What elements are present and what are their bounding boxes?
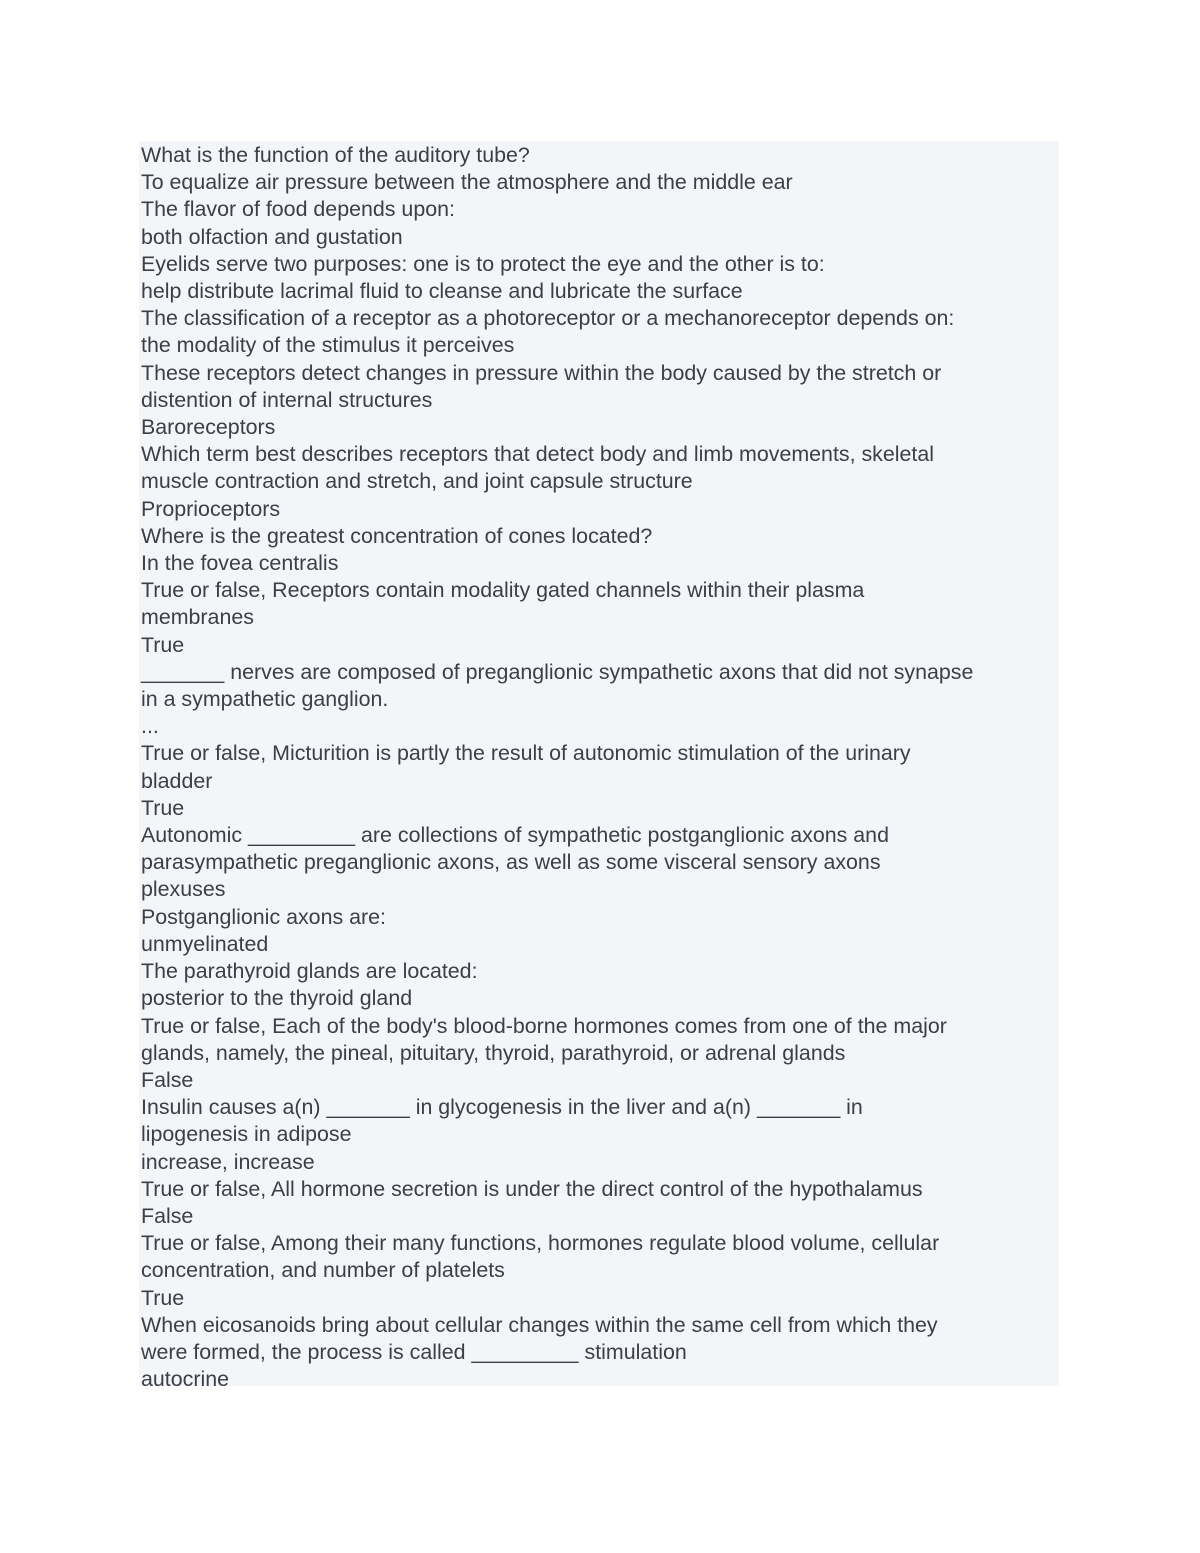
- text-line: True or false, Micturition is partly the result of autonomic stimulation of the urinary: [141, 741, 911, 766]
- text-line: True or false, Among their many functions, hormones regulate blood volume, cellular: [141, 1231, 940, 1256]
- text-line: When eicosanoids bring about cellular changes within the same cell from which they: [141, 1312, 938, 1337]
- text-line: posterior to the thyroid gland: [141, 986, 413, 1011]
- text-line: _______ nerves are composed of preganglionic sympathetic axons that did not synapse: [141, 659, 974, 684]
- text-line: What is the function of the auditory tube?: [141, 143, 530, 167]
- text-line: concentration, and number of platelets: [141, 1258, 505, 1283]
- text-line: To equalize air pressure between the atmosphere and the middle ear: [141, 170, 793, 195]
- text-line: False: [141, 1067, 194, 1092]
- text-line: True or false, Receptors contain modality gated channels within their plasma: [141, 578, 865, 603]
- text-line: Where is the greatest concentration of cones located?: [141, 523, 653, 548]
- text-line: True or false, Each of the body's blood-borne hormones comes from one of the major: [141, 1013, 947, 1038]
- text-line: lipogenesis in adipose: [141, 1122, 352, 1147]
- text-line: The parathyroid glands are located:: [141, 959, 478, 984]
- text-line: distention of internal structures: [141, 387, 433, 412]
- text-line: True: [141, 1285, 185, 1310]
- document-text-block: [139, 141, 1059, 1392]
- text-line: plexuses: [141, 877, 226, 902]
- text-line: Autonomic _________ are collections of sympathetic postganglionic axons and: [141, 823, 889, 848]
- text-line: The flavor of food depends upon:: [141, 197, 455, 222]
- text-line: The classification of a receptor as a photoreceptor or a mechanoreceptor depends on:: [141, 306, 955, 331]
- text-line: These receptors detect changes in pressure within the body caused by the stretch or: [141, 360, 942, 385]
- text-line: True: [141, 795, 185, 820]
- text-line: were formed, the process is called _________ stimulation: [141, 1339, 687, 1364]
- text-line: in a sympathetic ganglion.: [141, 687, 389, 712]
- text-line: Eyelids serve two purposes: one is to protect the eye and the other is to:: [141, 251, 825, 276]
- text-line: help distribute lacrimal fluid to cleanse and lubricate the surface: [141, 279, 743, 304]
- text-line: autocrine: [141, 1367, 229, 1392]
- text-line: bladder: [141, 768, 213, 793]
- text-line: parasympathetic preganglionic axons, as well as some visceral sensory axons: [141, 850, 881, 875]
- text-line: both olfaction and gustation: [141, 224, 403, 249]
- text-line: Which term best describes receptors that detect body and limb movements, skeletal: [141, 442, 934, 467]
- text-line: membranes: [141, 605, 254, 630]
- text-line: ...: [141, 714, 159, 739]
- text-line: Insulin causes a(n) _______ in glycogenesis in the liver and a(n) _______ in: [141, 1095, 863, 1120]
- text-line: the modality of the stimulus it perceives: [141, 333, 515, 358]
- text-line: False: [141, 1203, 194, 1228]
- text-line: Proprioceptors: [141, 496, 281, 521]
- text-line: muscle contraction and stretch, and joint capsule structure: [141, 469, 693, 494]
- text-line: In the fovea centralis: [141, 551, 339, 576]
- text-line: increase, increase: [141, 1149, 315, 1174]
- text-line: glands, namely, the pineal, pituitary, thyroid, parathyroid, or adrenal glands: [141, 1040, 846, 1065]
- text-line: Baroreceptors: [141, 415, 276, 440]
- text-line: unmyelinated: [141, 931, 269, 956]
- text-line: Postganglionic axons are:: [141, 904, 386, 929]
- text-line: True or false, All hormone secretion is under the direct control of the hypothalamus: [141, 1176, 923, 1201]
- text-line: True: [141, 632, 185, 657]
